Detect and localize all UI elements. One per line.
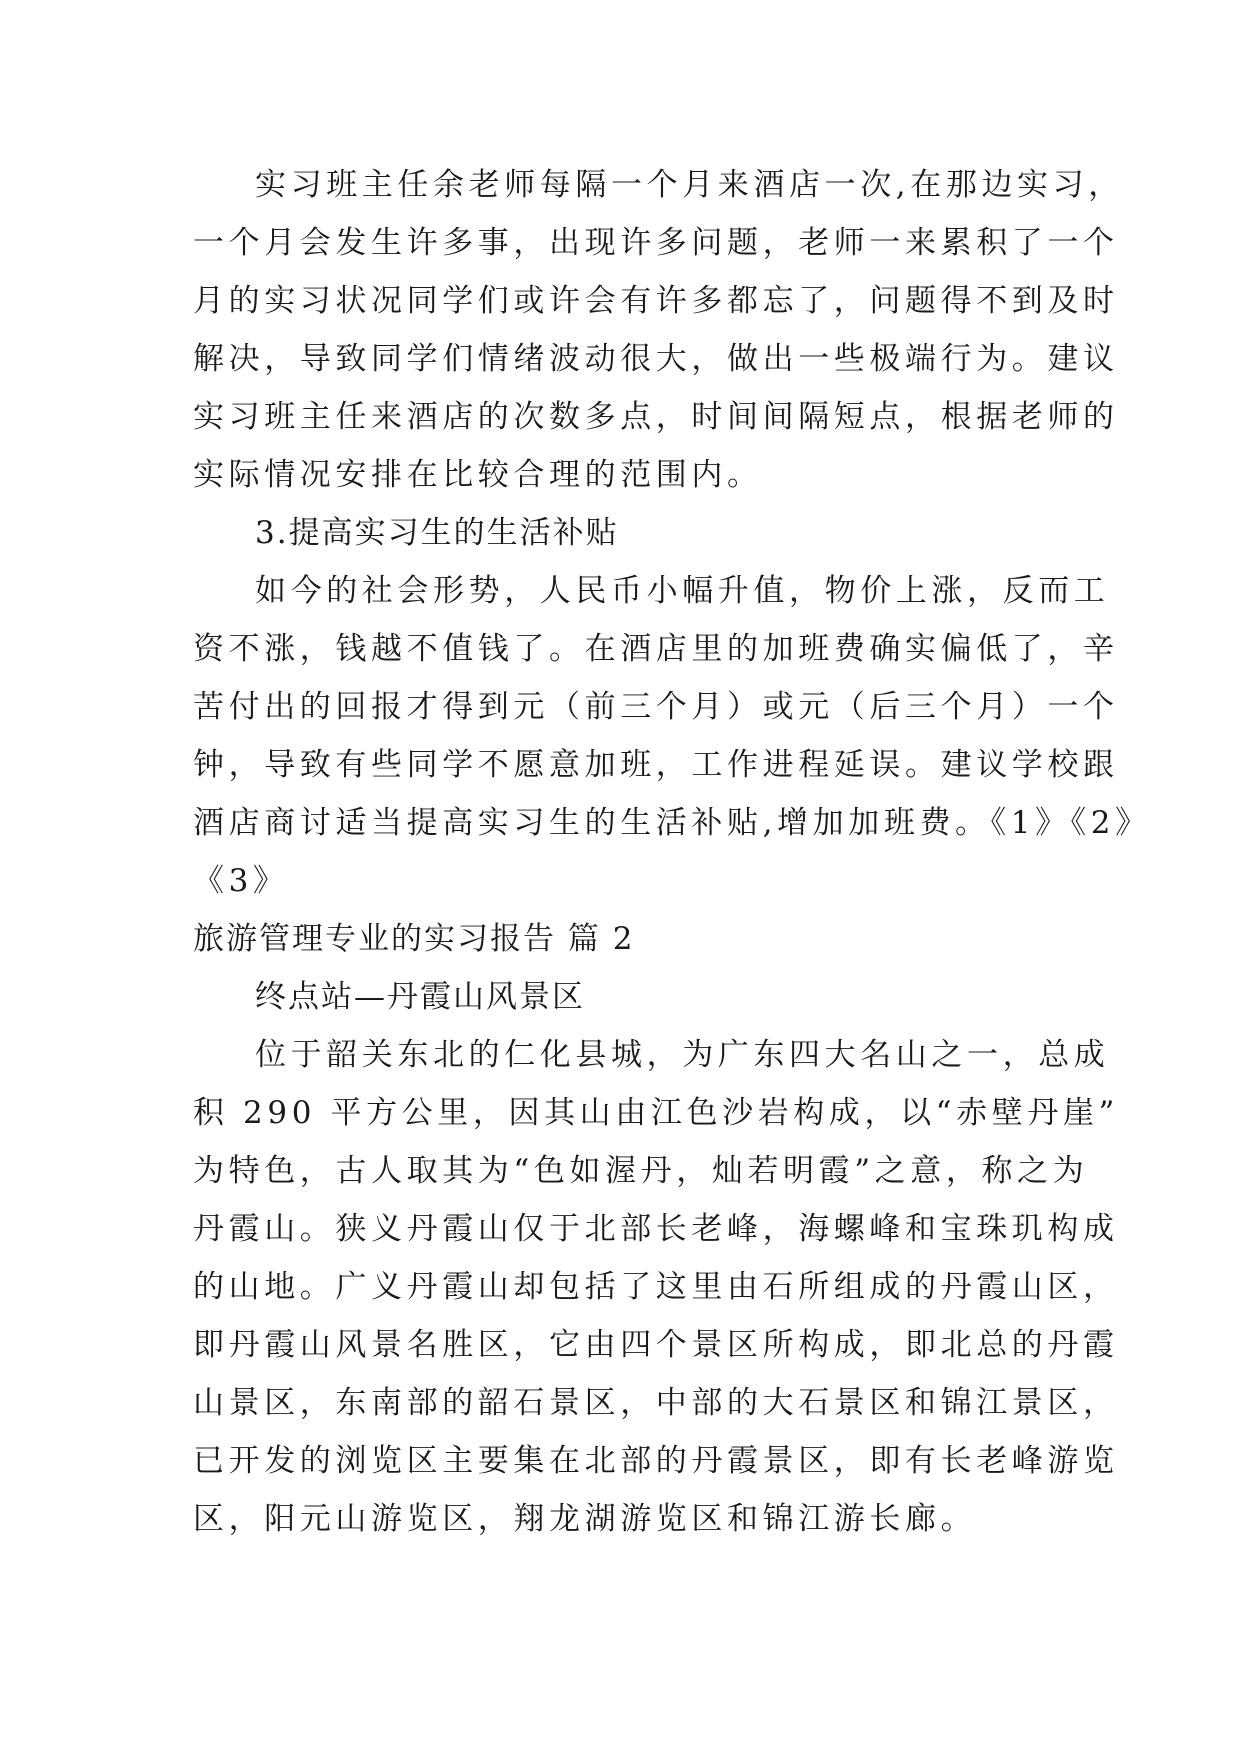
- paragraph-line: 资不涨，钱越不值钱了。在酒店里的加班费确实偏低了，辛: [193, 631, 1119, 667]
- paragraph-line: 一个月会发生许多事，出现许多问题，老师一来累积了一个: [193, 225, 1119, 261]
- paragraph-line: 丹霞山。狭义丹霞山仅于北部长老峰，海螺峰和宝珠玑构成: [193, 1211, 1119, 1247]
- paragraph-line: 山景区，东南部的韶石景区，中部的大石景区和锦江景区，: [193, 1385, 1119, 1421]
- paragraph-line: 实习班主任余老师每隔一个月来酒店一次,在那边实习，: [255, 167, 1124, 203]
- report-title: 旅游管理专业的实习报告 篇 2: [193, 921, 635, 957]
- paragraph-line: 《3》: [193, 863, 289, 899]
- paragraph-line: 钟，导致有些同学不愿意加班，工作进程延误。建议学校跟: [193, 747, 1119, 783]
- paragraph-line: 实习班主任来酒店的次数多点，时间间隔短点，根据老师的: [193, 399, 1119, 435]
- paragraph-line: 解决，导致同学们情绪波动很大，做出一些极端行为。建议: [193, 341, 1119, 377]
- paragraph-line: 苦付出的回报才得到元（前三个月）或元（后三个月）一个: [193, 689, 1119, 725]
- paragraph-line: 为特色，古人取其为“色如渥丹，灿若明霞”之意，称之为: [193, 1153, 1089, 1189]
- paragraph-line: 位于韶关东北的仁化县城，为广东四大名山之一，总成: [255, 1037, 1110, 1073]
- paragraph-line: 即丹霞山风景名胜区，它由四个景区所构成，即北总的丹霞: [193, 1327, 1119, 1363]
- paragraph-line: 月的实习状况同学们或许会有许多都忘了，问题得不到及时: [193, 283, 1119, 319]
- paragraph-line: 酒店商讨适当提高实习生的生活补贴,增加加班费。《1》《2》: [193, 805, 1151, 841]
- paragraph-line: 已开发的浏览区主要集在北部的丹霞景区，即有长老峰游览: [193, 1443, 1119, 1479]
- section-heading: 终点站—丹霞山风景区: [255, 979, 585, 1015]
- paragraph-line: 的山地。广义丹霞山却包括了这里由石所组成的丹霞山区，: [193, 1269, 1119, 1305]
- section-heading: 3.提高实习生的生活补贴: [255, 515, 619, 551]
- paragraph-line: 如今的社会形势，人民币小幅升值，物价上涨，反而工: [255, 573, 1110, 609]
- paragraph-line: 区，阳元山游览区，翔龙湖游览区和锦江游长廊。: [193, 1501, 977, 1537]
- paragraph-line: 积 290 平方公里，因其山由江色沙岩构成，以“赤壁丹崖”: [193, 1095, 1119, 1131]
- paragraph-line: 实际情况安排在比较合理的范围内。: [193, 457, 763, 493]
